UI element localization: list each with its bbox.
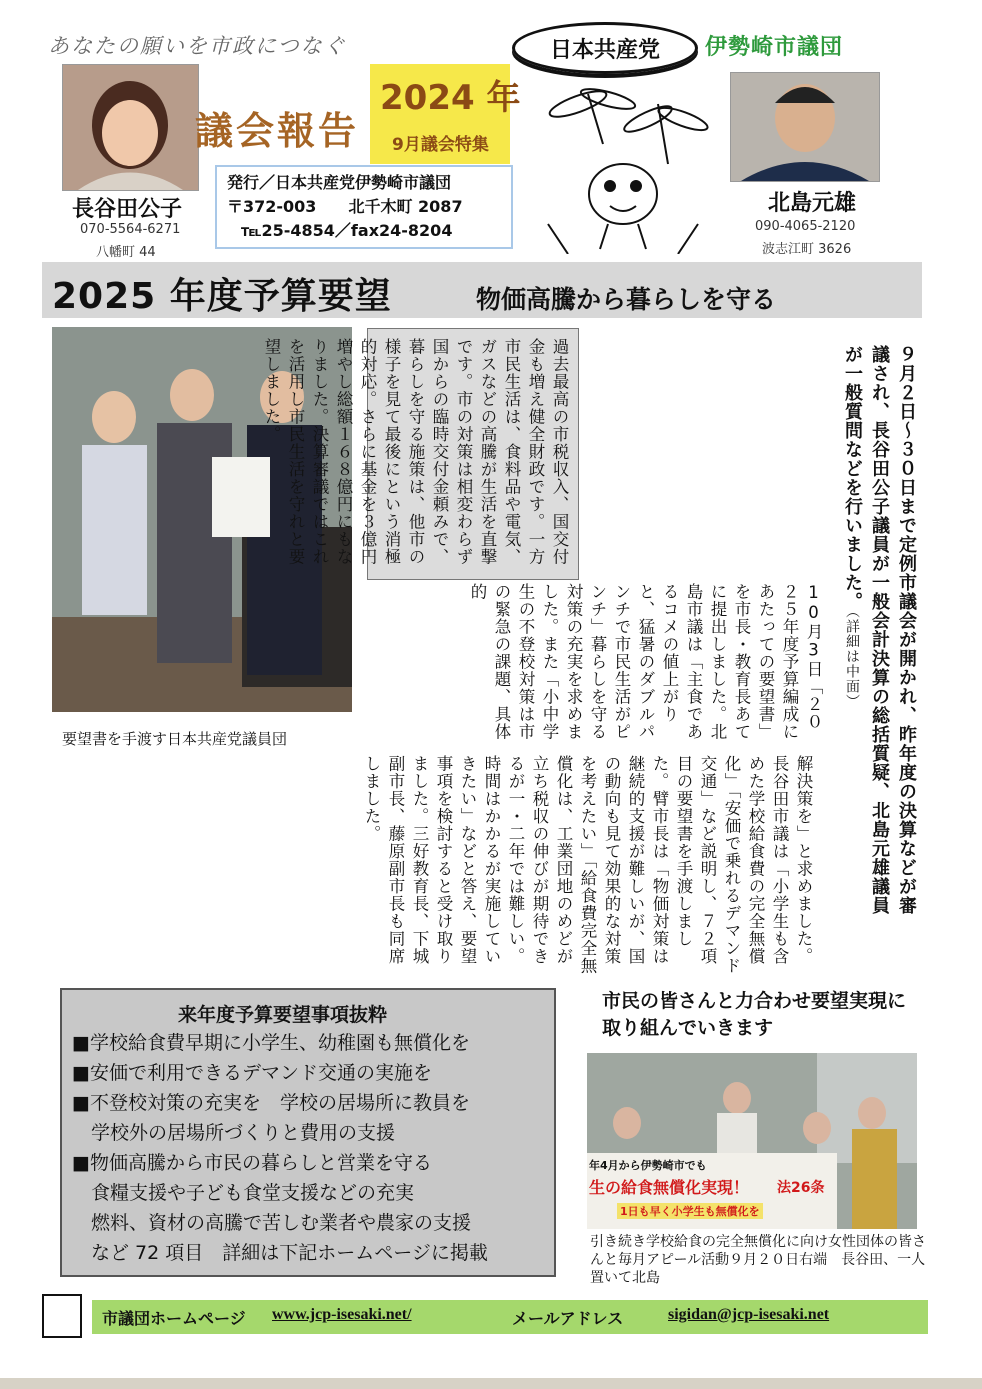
member-phone-kitajima: 090-4065-2120 <box>755 219 856 234</box>
gray-article-text: 過去最高の市税収入、国交付金も増え健全財政です。一方市民生活は、食料品や電気、ガスなどの高騰が生活を直撃です。市の対策は相変わらず国からの臨時交付金頼みで、暮らしを守る施策は、他市の様子を見て最後にという消極的対応。さらに基金を３億円増やし総額１６８億円にもなりました。決算審議ではこれを活用し市民生活を守れと要望しました。 <box>262 338 569 566</box>
member-name-kitajima: 北島元雄 <box>768 191 857 216</box>
headline-sub: 物価高騰から暮らしを守る <box>476 285 777 314</box>
summary-item: 学校外の居場所づくりと費用の支援 <box>72 1122 396 1144</box>
headline-main: 2025 年度予算要望 <box>52 276 392 317</box>
article-middle: 10月3日「２０２５年度予算編成にあたっての要望書」を市長・教育長あてに提出しました。北島市議は「主食であるコメの値上がりと、猛暑のダブルパンチで市民生活がピンチ」暮らしを守る対策の充実を求めました。また「小中学生の不登校対策は市の緊急の課題、具体的 <box>468 583 823 741</box>
banner-text: 年4月から伊勢崎市でも <box>589 1159 707 1172</box>
party-logo: 日本共産党 <box>512 22 698 74</box>
issuer-box <box>215 165 513 249</box>
summary-item: ■物価高騰から市民の暮らしと営業を守る <box>72 1152 432 1174</box>
homepage-label: 市議団ホームページ <box>102 1309 246 1328</box>
member-photo-kitajima <box>730 72 880 182</box>
slogan: あなたの願いを市政につなぐ <box>48 34 347 58</box>
member-name-hasegawa: 長谷田公子 <box>72 197 183 222</box>
banner-text: 生の給食無償化実現！ <box>589 1178 750 1197</box>
mail-label: メールアドレス <box>512 1309 624 1328</box>
portrait-icon <box>731 73 879 181</box>
photo-caption: 要望書を手渡す日本共産党議員団 <box>62 730 288 748</box>
dragonfly-mascot-illustration <box>528 74 718 254</box>
bottom-border <box>0 1378 982 1389</box>
summary-item: など 72 項目 詳細は下記ホームページに掲載 <box>72 1242 488 1264</box>
report-year: 2024 年 <box>380 78 521 118</box>
banner-text: 1日も早く小学生も無償化を <box>617 1203 763 1219</box>
footer-square <box>42 1294 82 1338</box>
article-lower: 解決策を」と求めました。長谷田市議は「小学生も含めた学校給食費の完全無償化」「安価で乗れるデマンド交通」など説明し、７２項目の要望書を手渡しました。臂市長は「物価対策は継続的支援が難しいが、国の動向も見て効果的な対策を考えたい」「給食費完全無償化は、工業団地のめどが立ち税収の伸びが期待できるが一・二年では難しい。時間はかかるが実施していきたい」などと答え、要望事項を検討すると受け取りました。三好教育長、下城副市長、藤原副市長も同席しました。 <box>362 755 813 975</box>
special-label: 9月議会特集 <box>392 135 489 155</box>
portrait-icon <box>63 65 198 190</box>
summary-item: ■学校給食費早期に小学生、幼稚園も無償化を <box>72 1032 470 1054</box>
lead-paragraph <box>830 345 920 927</box>
rally-caption: 引き続き学校給食の完全無償化に向け女性団体の皆さんと毎月アピール活動９月２０日右端 長谷田、一人置いて北島 <box>590 1234 926 1286</box>
mail-link[interactable]: sigidan@jcp-isesaki.net <box>668 1306 830 1323</box>
member-address-hasegawa: 八幡町 44 <box>96 245 156 260</box>
homepage-link[interactable]: www.jcp-isesaki.net/ <box>272 1306 412 1323</box>
issuer-phone: ℡25-4854／fax24-8204 <box>241 221 453 240</box>
member-photo-hasegawa <box>62 64 199 191</box>
summary-item: 燃料、資材の高騰で苦しむ業者や農家の支援 <box>72 1212 472 1234</box>
issuer-address: 北千木町 2087 <box>348 197 463 216</box>
rally-photo <box>587 1053 917 1229</box>
group-name: 伊勢崎市議団 <box>705 35 844 60</box>
summary-item: 食糧支援や子ども食堂支援などの充実 <box>72 1182 415 1204</box>
summary-item: ■不登校対策の充実を 学校の居場所に教員を <box>72 1092 470 1114</box>
mascot-icon <box>528 74 718 254</box>
banner-text: 法26条 <box>777 1180 825 1196</box>
summary-title: 来年度予算要望事項抜粋 <box>178 1004 388 1026</box>
issuer-line: 発行／日本共産党伊勢崎市議団 <box>227 173 452 192</box>
member-phone-hasegawa: 070-5564-6271 <box>80 222 181 237</box>
report-title: 議会報告 <box>195 109 360 153</box>
lead-note: （詳細は中面） <box>844 611 860 709</box>
lead-text: ９月２日～３０日まで定例市議会が開かれ、昨年度の決算などが審議され、長谷田公子議員が一般会計決算の総括質疑、北島元雄議員が一般質問などを行いました。 <box>842 345 917 915</box>
summary-item: ■安価で利用できるデマンド交通の実施を <box>72 1062 432 1084</box>
rally-heading: 市民の皆さんと力合わせ要望実現に取り組んでいきます <box>602 990 907 1039</box>
issuer-postal: 〒372-003 <box>227 197 317 216</box>
member-address-kitajima: 波志江町 3626 <box>762 242 852 257</box>
